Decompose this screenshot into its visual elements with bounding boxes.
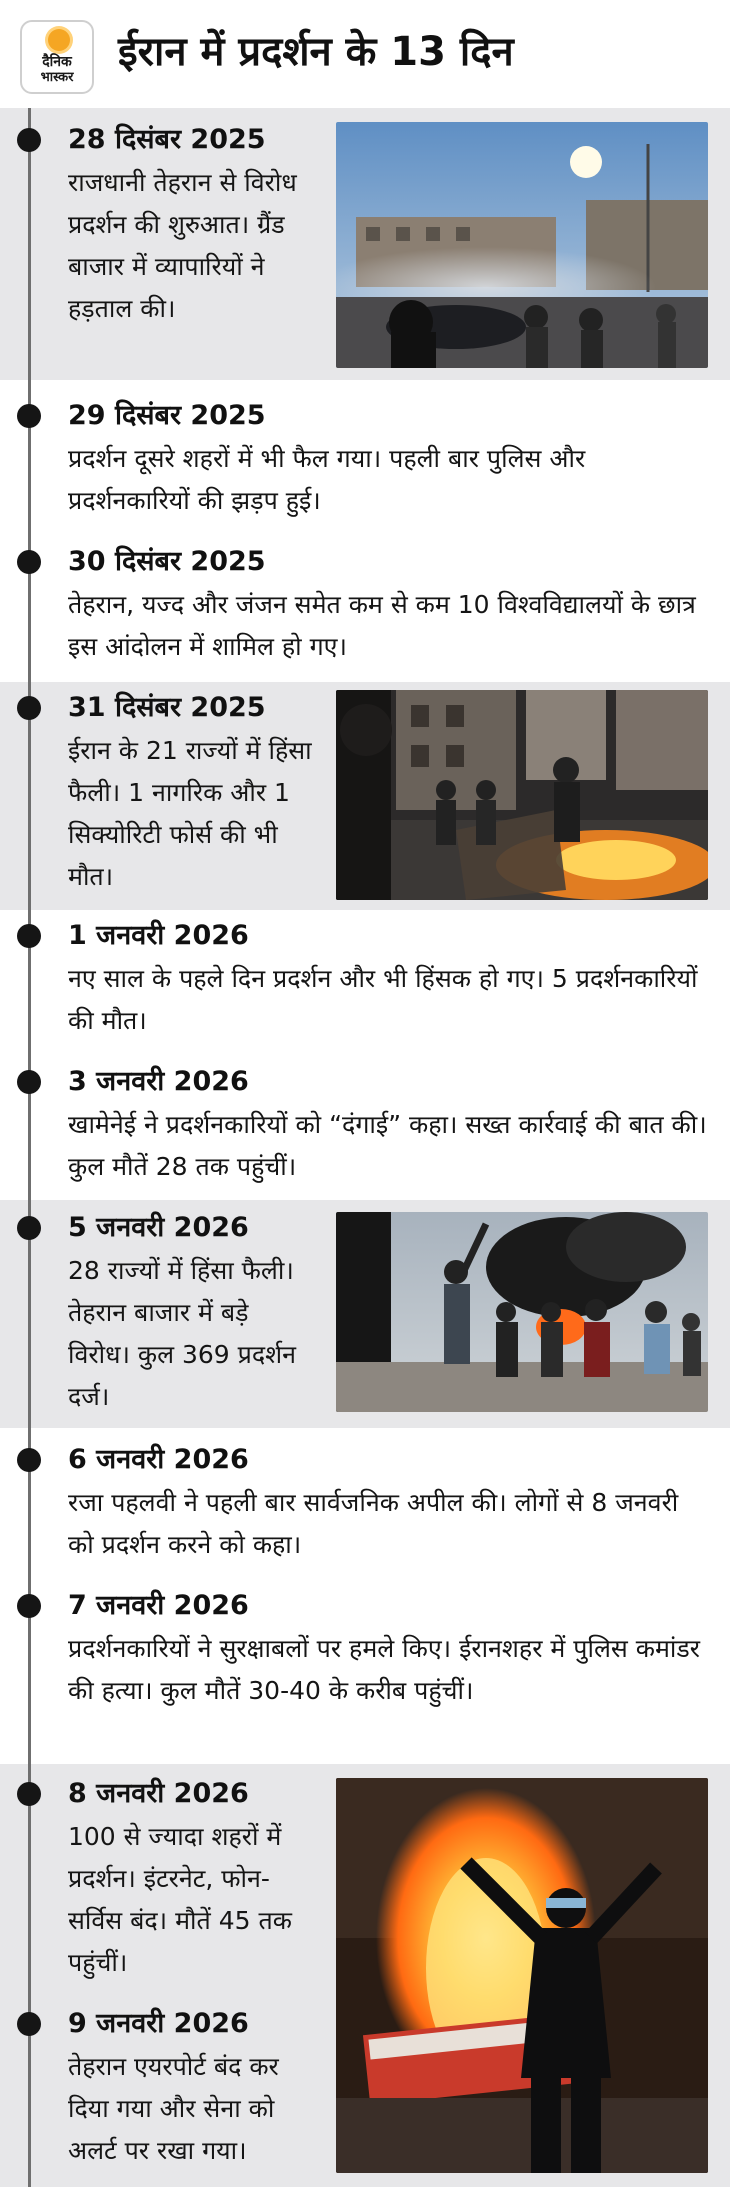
entry-text: तेहरान, यज्द और जंजन समेत कम से कम 10 विश्वविद्यालयों के छात्र इस आंदोलन में शामिल हो गए। [68,590,696,661]
timeline-dot [17,696,41,720]
entry-date: 7 जनवरी 2026 [68,1590,249,1621]
entry-text: प्रदर्शनकारियों ने सुरक्षाबलों पर हमले किए। ईरानशहर में पुलिस कमांडर की हत्या। कुल मौतें 30-40 के करीब पहुंचीं। [68,1634,700,1705]
entry-text: नए साल के पहले दिन प्रदर्शन और भी हिंसक हो गए। 5 प्रदर्शनकारियों की मौत। [68,964,698,1035]
entry-date: 29 दिसंबर 2025 [68,400,266,431]
timeline-dot [17,404,41,428]
entry-text: तेहरान एयरपोर्ट बंद कर दिया गया और सेना को अलर्ट पर रखा गया। [68,2052,279,2165]
photo-night-street-fire [336,690,708,900]
entry-text: 28 राज्यों में हिंसा फैली। तेहरान बाजार में बड़े विरोध। कुल 369 प्रदर्शन दर्ज। [68,1256,297,1411]
entry-text: खामेनेई ने प्रदर्शनकारियों को “दंगाई” कहा। सख्त कार्रवाई की बात की। कुल मौतें 28 तक पहुंचीं। [68,1110,707,1181]
logo-text-line1: दैनिक [42,54,72,70]
dainik-bhaskar-logo [20,20,94,94]
entry-text: रजा पहलवी ने पहली बार सार्वजनिक अपील की। लोगों से 8 जनवरी को प्रदर्शन करने को कहा। [68,1488,679,1559]
entry-text: ईरान के 21 राज्यों में हिंसा फैली। 1 नागरिक और 1 सिक्योरिटी फोर्स की भी मौत। [68,736,312,891]
timeline-dot [17,1448,41,1472]
entry-date: 9 जनवरी 2026 [68,2008,249,2039]
entry-date: 5 जनवरी 2026 [68,1212,249,1243]
timeline-dot [17,550,41,574]
timeline-dot [17,1782,41,1806]
entry-date: 1 जनवरी 2026 [68,920,249,951]
photo-protesters-smoke [336,1212,708,1412]
entry-text: प्रदर्शन दूसरे शहरों में भी फैल गया। पहली बार पुलिस और प्रदर्शनकारियों की झड़प हुई। [68,444,586,515]
entry-date: 31 दिसंबर 2025 [68,692,266,723]
timeline-dot [17,1594,41,1618]
timeline-dot [17,1216,41,1240]
photo-bonfire-protester [336,1778,708,2173]
timeline-dot [17,2012,41,2036]
header [0,0,730,108]
entry-date: 6 जनवरी 2026 [68,1444,249,1475]
entry-date: 28 दिसंबर 2025 [68,124,266,155]
timeline-dot [17,1070,41,1094]
logo-text-line2: भास्कर [40,70,74,85]
entry-text: राजधानी तेहरान से विरोध प्रदर्शन की शुरुआत। ग्रैंड बाजार में व्यापारियों ने हड़ताल की। [68,168,297,323]
page-title: ईरान में प्रदर्शन के 13 दिन [118,29,514,75]
entry-date: 8 जनवरी 2026 [68,1778,249,1809]
entry-text: 100 से ज्यादा शहरों में प्रदर्शन। इंटरनेट, फोन-सर्विस बंद। मौतें 45 तक पहुंचीं। [68,1822,292,1977]
entry-date: 30 दिसंबर 2025 [68,546,266,577]
entry-date: 3 जनवरी 2026 [68,1066,249,1097]
timeline-dot [17,924,41,948]
sun-icon [48,29,70,51]
timeline-dot [17,128,41,152]
photo-tehran-street-smoke [336,122,708,368]
